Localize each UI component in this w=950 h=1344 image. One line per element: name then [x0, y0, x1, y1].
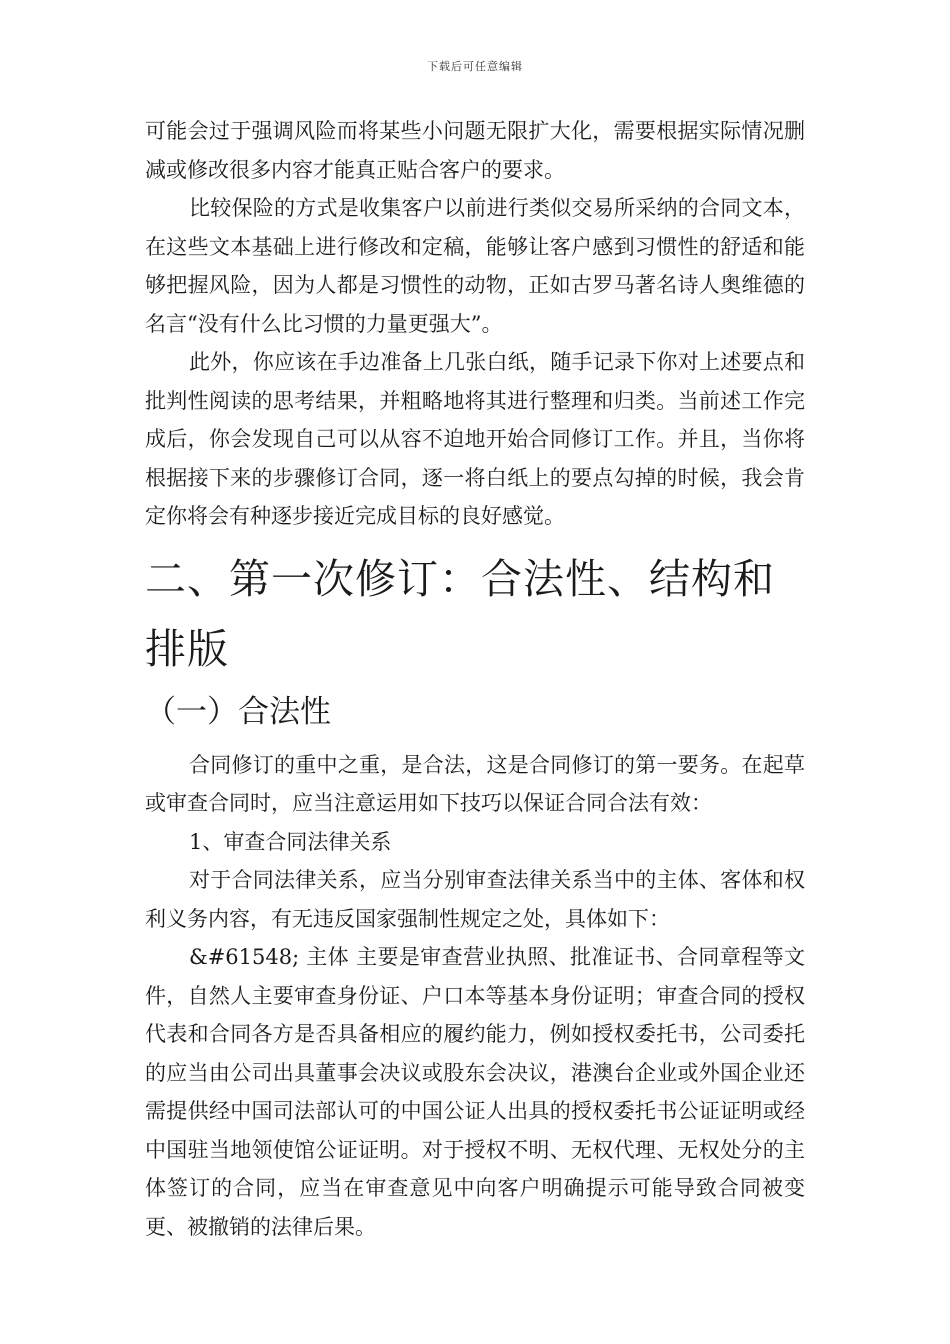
subsection-heading: （一）合法性: [145, 693, 331, 730]
page-header-note: 下载后可任意编辑: [427, 60, 523, 73]
paragraph-5-list-title: 1、审查合同法律关系: [189, 829, 392, 854]
paragraph-1: 可能会过于强调风险而将某些小问题无限扩大化，需要根据实际情况删减或修改很多内容才能真正贴合客户的要求。: [145, 119, 805, 182]
paragraph-7: &#61548; 主体 主要是审查营业执照、批准证书、合同章程等文件，自然人主要审查身份证、户口本等基本身份证明；审查合同的授权代表和合同各方是否具备相应的履约能力，例如授权委托书，公司委托的应当由公司出具董事会决议或股东会决议，港澳台企业或外国企业还需提供经中国司法部认可的中国公证人出具的授权委托书公证证明或经中国驻当地领使馆公证证明。对于授权不明、无权代理、无权处分的主体签订的合同，应当在审查意见中向客户明确提示可能导致合同被变更、被撤销的法律后果。: [145, 945, 805, 1239]
document-body: [145, 112, 805, 1246]
paragraph-3: 此外，你应该在手边准备上几张白纸，随手记录下你对上述要点和批判性阅读的思考结果，并粗略地将其进行整理和归类。当前述工作完成后，你会发现自己可以从容不迫地开始合同修订工作。并且，当你将根据接下来的步骤修订合同，逐一将白纸上的要点勾掉的时候，我会肯定你将会有种逐步接近完成目标的良好感觉。: [145, 350, 805, 528]
paragraph-4: 合同修订的重中之重，是合法，这是合同修订的第一要务。在起草或审查合同时，应当注意运用如下技巧以保证合同合法有效：: [145, 752, 805, 815]
paragraph-6: 对于合同法律关系，应当分别审查法律关系当中的主体、客体和权利义务内容，有无违反国家强制性规定之处，具体如下：: [145, 868, 805, 931]
paragraph-2: 比较保险的方式是收集客户以前进行类似交易所采纳的合同文本，在这些文本基础上进行修改和定稿，能够让客户感到习惯性的舒适和能够把握风险，因为人都是习惯性的动物，正如古罗马著名诗人奥维德的名言“没有什么比习惯的力量更强大”。: [145, 196, 805, 336]
section-heading: 二、第一次修订：合法性、结构和排版: [145, 554, 775, 673]
